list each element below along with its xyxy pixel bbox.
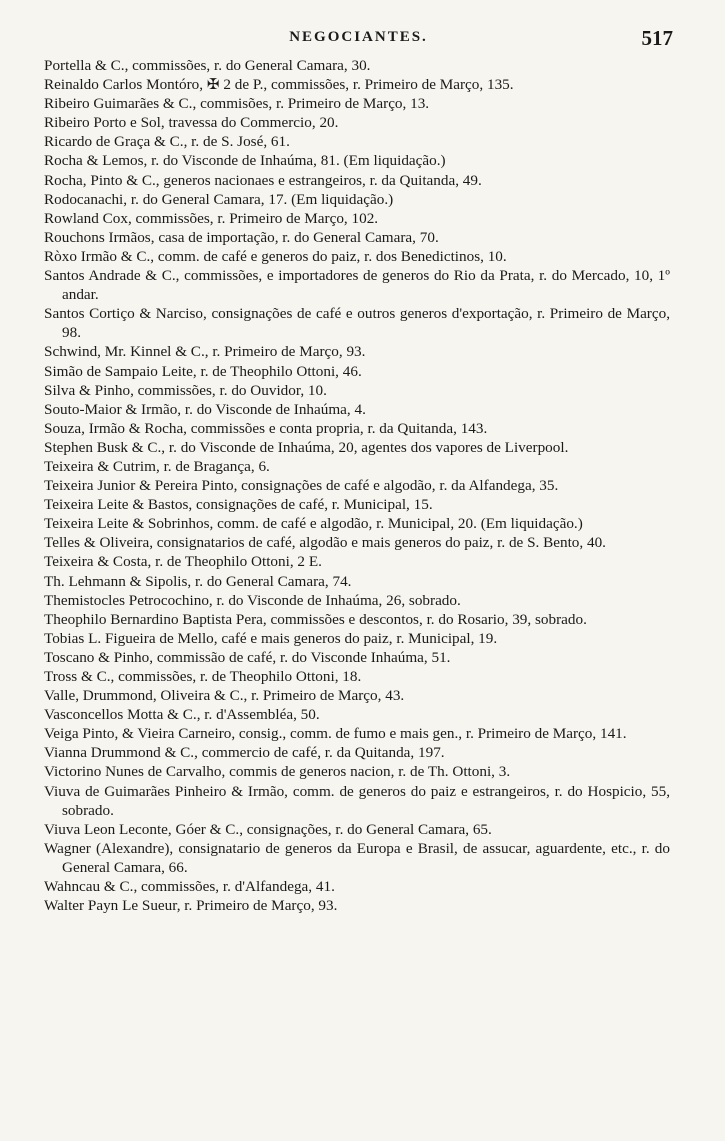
directory-entry: Ricardo de Graça & C., r. de S. José, 61. — [44, 133, 290, 151]
entry-list — [44, 56, 670, 915]
directory-entry: Tobias L. Figueira de Mello, café e mais generos do paiz, r. Municipal, 19. — [44, 629, 498, 647]
directory-entry: Silva & Pinho, commissões, r. do Ouvidor, 10. — [44, 381, 327, 399]
directory-entry: Teixeira & Cutrim, r. de Bragança, 6. — [44, 457, 270, 475]
directory-entry: Rocha & Lemos, r. do Visconde de Inhaúma, 81. (Em liquidação.) — [44, 152, 446, 170]
directory-entry: Teixeira Leite & Sobrinhos, comm. de café e algodão, r. Municipal, 20. (Em liquidação.) — [44, 515, 583, 533]
directory-entry: Reinaldo Carlos Montóro, ✠ 2 de P., commissões, r. Primeiro de Março, 135. — [44, 76, 514, 94]
directory-entry: Rodocanachi, r. do General Camara, 17. (Em liquidação.) — [44, 190, 394, 208]
directory-entry: Viuva de Guimarães Pinheiro & Irmão, comm. de generos do paiz e estrangeiros, r. do Hospicio, 55, sobrado. — [44, 782, 670, 819]
directory-entry: Victorino Nunes de Carvalho, commis de generos nacion, r. de Th. Ottoni, 3. — [44, 763, 511, 781]
directory-entry: Rocha, Pinto & C., generos nacionaes e estrangeiros, r. da Quitanda, 49. — [44, 171, 482, 189]
directory-entry: Teixeira Junior & Pereira Pinto, consignações de café e algodão, r. da Alfandega, 35. — [44, 477, 559, 495]
directory-entry: Themistocles Petrocochino, r. do Visconde de Inhaúma, 26, sobrado. — [44, 591, 461, 609]
directory-entry: Vianna Drummond & C., commercio de café, r. da Quitanda, 197. — [44, 744, 445, 762]
directory-entry: Rowland Cox, commissões, r. Primeiro de Março, 102. — [44, 209, 379, 227]
directory-entry: Santos Cortiço & Narciso, consignações de café e outros generos d'exportação, r. Primeiro de Março, 98. — [44, 305, 670, 342]
directory-entry: Valle, Drummond, Oliveira & C., r. Primeiro de Março, 43. — [44, 687, 405, 705]
directory-entry: Stephen Busk & C., r. do Visconde de Inhaúma, 20, agentes dos vapores de Liverpool. — [44, 438, 569, 456]
directory-entry: Rouchons Irmãos, casa de importação, r. do General Camara, 70. — [44, 228, 439, 246]
directory-entry: Veiga Pinto, & Vieira Carneiro, consig., comm. de fumo e mais gen., r. Primeiro de Março, 141. — [44, 725, 627, 743]
directory-entry: Wahncau & C., commissões, r. d'Alfandega, 41. — [44, 878, 335, 896]
page-number: 517 — [641, 26, 673, 50]
directory-entry: Wagner (Alexandre), consignatario de generos da Europa e Brasil, de assucar, aguardente, etc., r. do General Camara, 66. — [44, 839, 670, 876]
directory-entry: Souza, Irmão & Rocha, commissões e conta propria, r. da Quitanda, 143. — [44, 419, 488, 437]
directory-entry: Vasconcellos Motta & C., r. d'Assembléa, 50. — [44, 706, 320, 724]
directory-entry: Portella & C., commissões, r. do General Camara, 30. — [44, 57, 371, 74]
directory-entry: Schwind, Mr. Kinnel & C., r. Primeiro de Março, 93. — [44, 343, 366, 361]
directory-entry: Theophilo Bernardino Baptista Pera, commissões e descontos, r. do Rosario, 39, sobrado. — [44, 610, 587, 628]
directory-entry: Santos Andrade & C., commissões, e importadores de generos do Rio da Prata, r. do Mercado, 10, 1º andar. — [44, 267, 670, 304]
page-header — [44, 26, 673, 50]
directory-entry: Souto-Maior & Irmão, r. do Visconde de Inhaúma, 4. — [44, 400, 366, 418]
directory-entry: Viuva Leon Leconte, Góer & C., consignações, r. do General Camara, 65. — [44, 820, 492, 838]
directory-entry: Ròxo Irmão & C., comm. de café e generos do paiz, r. dos Benedictinos, 10. — [44, 247, 507, 265]
directory-entry: Simão de Sampaio Leite, r. de Theophilo Ottoni, 46. — [44, 362, 362, 380]
directory-entry: Ribeiro Guimarães & C., commisões, r. Primeiro de Março, 13. — [44, 95, 430, 113]
directory-entry: Th. Lehmann & Sipolis, r. do General Camara, 74. — [44, 572, 352, 590]
directory-entry: Toscano & Pinho, commissão de café, r. do Visconde Inhaúma, 51. — [44, 648, 451, 666]
directory-entry: Telles & Oliveira, consignatarios de café, algodão e mais generos do paiz, r. de S. Bento, 40. — [44, 534, 606, 552]
section-title: NEGOCIANTES. — [289, 29, 428, 45]
directory-entry: Walter Payn Le Sueur, r. Primeiro de Março, 93. — [44, 897, 338, 915]
directory-entry: Teixeira & Costa, r. de Theophilo Ottoni, 2 E. — [44, 553, 322, 571]
directory-entry: Ribeiro Porto e Sol, travessa do Commercio, 20. — [44, 114, 339, 132]
directory-entry: Teixeira Leite & Bastos, consignações de café, r. Municipal, 15. — [44, 496, 433, 514]
directory-entry: Tross & C., commissões, r. de Theophilo Ottoni, 18. — [44, 668, 362, 685]
